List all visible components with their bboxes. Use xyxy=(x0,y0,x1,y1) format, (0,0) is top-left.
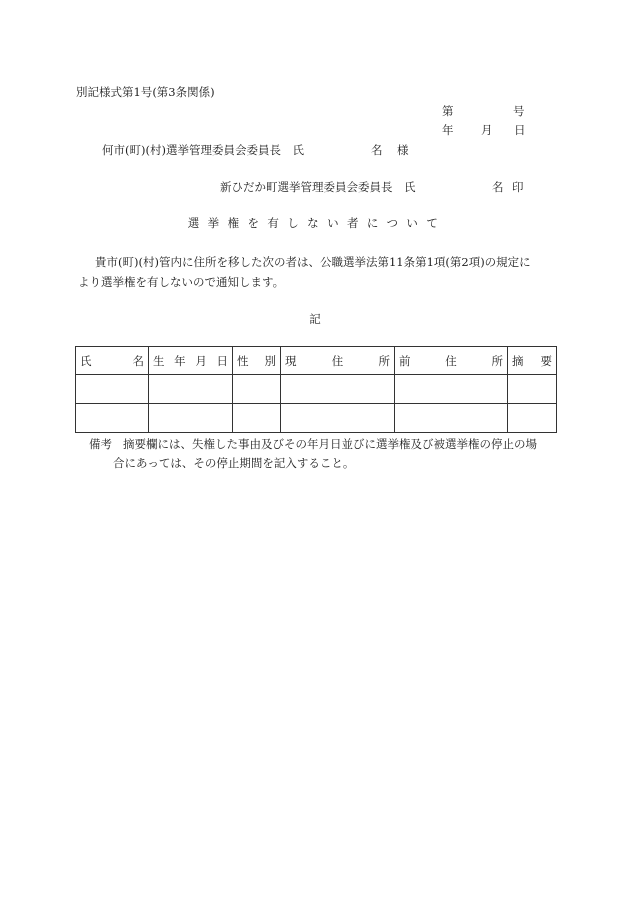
header-previous-address: 前 住 所 xyxy=(395,347,508,375)
document-subject: 選挙権を有しない者について xyxy=(187,216,447,230)
table-cell xyxy=(508,404,557,433)
table-cell xyxy=(281,375,395,404)
table-cell xyxy=(281,404,395,433)
addressee-name-char: 名 xyxy=(371,143,383,157)
table-row xyxy=(76,404,557,433)
table-cell xyxy=(76,375,149,404)
table-cell xyxy=(149,375,233,404)
record-mark: 記 xyxy=(309,312,321,326)
date-day-label: 日 xyxy=(514,123,526,137)
document-number-prefix: 第 xyxy=(442,104,454,118)
table-cell xyxy=(76,404,149,433)
form-reference: 別記様式第1号(第3条関係) xyxy=(76,85,215,99)
addressee-honorific: 様 xyxy=(397,143,409,157)
remarks-line-1: 摘要欄には、失権した事由及びその年月日並びに選挙権及び被選挙権の停止の場 xyxy=(123,437,537,451)
body-line-1: 貴市(町)(村)管内に住所を移した次の者は、公職選挙法第11条第1項(第2項)の規定に xyxy=(95,255,531,269)
header-remarks: 摘 要 xyxy=(508,347,557,375)
body-text xyxy=(78,252,560,292)
addressee-title: 何市(町)(村)選挙管理委員会委員長 氏 xyxy=(102,143,304,157)
table-header-row xyxy=(76,347,557,375)
table-cell xyxy=(395,375,508,404)
document-number-suffix: 号 xyxy=(513,104,525,118)
remarks-line-2: 合にあっては、その停止期間を記入すること。 xyxy=(113,456,355,470)
table-cell xyxy=(508,375,557,404)
date-year-label: 年 xyxy=(442,123,454,137)
header-birthdate: 生 年 月 日 xyxy=(149,347,233,375)
table-cell xyxy=(233,404,281,433)
table-cell xyxy=(233,375,281,404)
record-table xyxy=(75,346,557,433)
header-current-address: 現 住 所 xyxy=(281,347,395,375)
sender-name-char: 名 xyxy=(492,180,504,194)
header-sex: 性 別 xyxy=(233,347,281,375)
date-month-label: 月 xyxy=(481,123,493,137)
table-row xyxy=(76,375,557,404)
sender-title: 新ひだか町選挙管理委員会委員長 氏 xyxy=(220,180,416,194)
table-cell xyxy=(149,404,233,433)
table-cell xyxy=(395,404,508,433)
sender-seal: 印 xyxy=(512,180,524,194)
body-line-2: より選挙権を有しないので通知します。 xyxy=(78,275,285,289)
remarks-label: 備考 xyxy=(89,437,112,451)
header-name: 氏 名 xyxy=(76,347,149,375)
